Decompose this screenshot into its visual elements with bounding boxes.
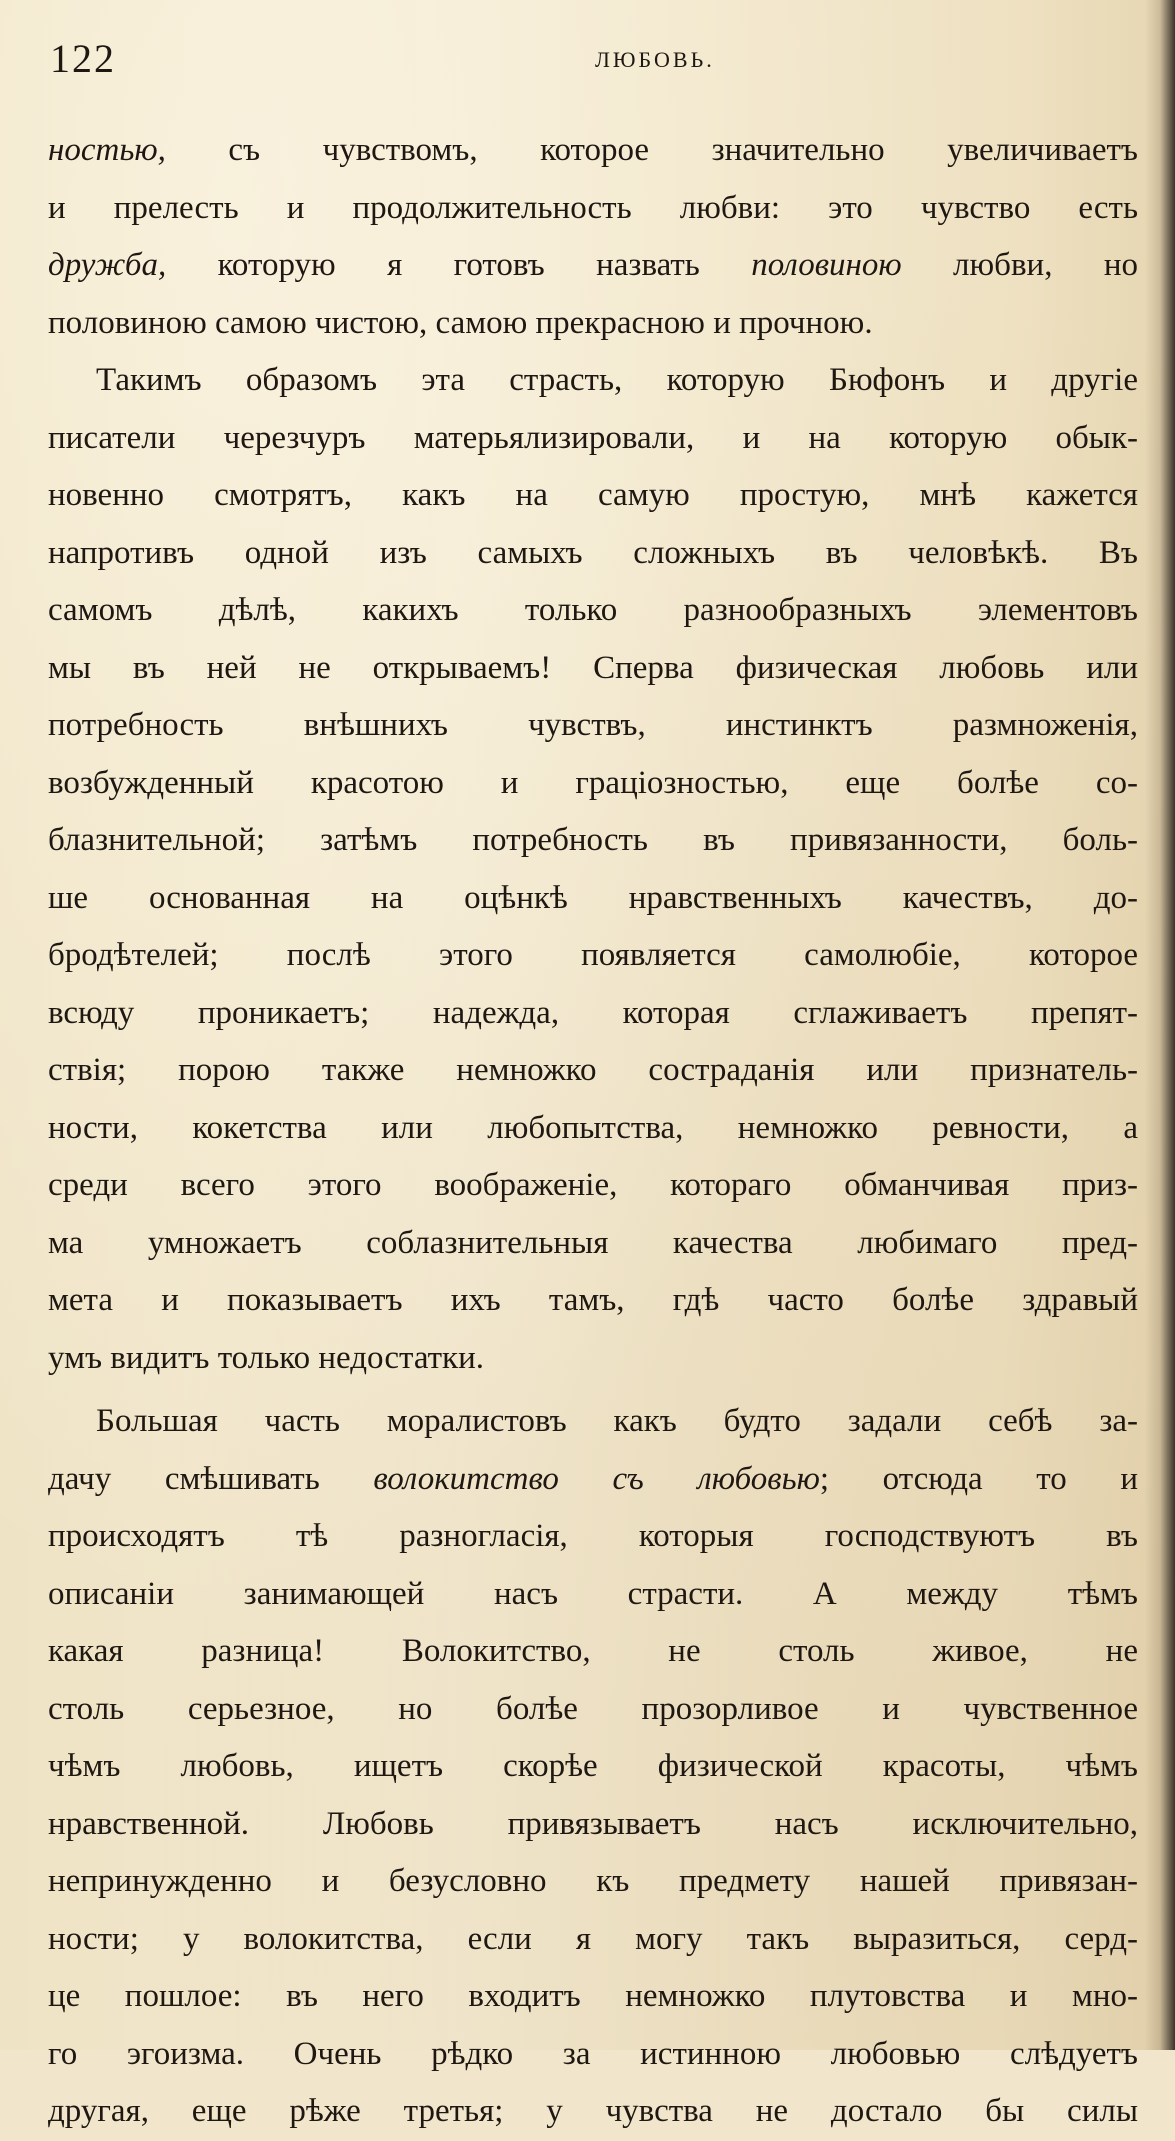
text-line: новенно смотрятъ, какъ на самую простую, мнѣ кажется — [48, 477, 1138, 513]
text-line: ности; у волокитства, если я могу такъ выразиться, серд- — [48, 1920, 1138, 1957]
text-line: всюду проникаетъ; надежда, которая сглаживаетъ препят- — [48, 994, 1138, 1031]
italic-term: волокитство съ любовью — [373, 1460, 820, 1497]
text-line: нравственной. Любовь привязываетъ насъ исключительно, — [48, 1805, 1138, 1842]
text-line: Большая часть моралистовъ какъ будто задали себѣ за- — [96, 1403, 1138, 1439]
page-number: 122 — [50, 36, 116, 81]
text-line: Такимъ образомъ эта страсть, которую Бюфонъ и другіе — [96, 362, 1138, 398]
text-line: и прелесть и продолжительность любви: это чувство есть — [48, 189, 1138, 226]
text-line: какая разница! Волокитство, не столь живое, не — [48, 1633, 1138, 1669]
text-line: потребность внѣшнихъ чувствъ, инстинктъ размноженія, — [48, 707, 1138, 743]
text-line: среди всего этого воображеніе, котораго обманчивая приз- — [48, 1167, 1138, 1203]
body-text — [48, 122, 1138, 2141]
text-line: ше основанная на оцѣнкѣ нравственныхъ качествъ, до- — [48, 879, 1138, 916]
italic-term: дружба, — [48, 247, 167, 283]
text-line: напротивъ одной изъ самыхъ сложныхъ въ человѣкѣ. Въ — [48, 534, 1138, 571]
text-line: ма умножаетъ соблазнительныя качества любимаго пред- — [48, 1224, 1138, 1261]
italic-term: ностью, — [48, 132, 166, 168]
text-line: непринужденно и безусловно къ предмету нашей привязан- — [48, 1863, 1138, 1899]
text-line: самомъ дѣлѣ, какихъ только разнообразныхъ элементовъ — [48, 592, 1138, 628]
text-line: мета и показываетъ ихъ тамъ, гдѣ часто болѣе здравый — [48, 1282, 1138, 1318]
text-line: умъ видитъ только недостатки. — [48, 1339, 484, 1376]
text-line: це пошлое: въ него входитъ немножко плутовства и мно- — [48, 1978, 1138, 2014]
text-line: ности, кокетства или любопытства, немножко ревности, а — [48, 1109, 1138, 1146]
text-line: другая, еще рѣже третья; у чувства не достало бы силы — [48, 2093, 1138, 2129]
text-line: дачу смѣшивать волокитство съ любовью; отсюда то и — [48, 1460, 1138, 1497]
text-line: го эгоизма. Очень рѣдко за истинною любовью слѣдуетъ — [48, 2035, 1138, 2072]
text-line: происходятъ тѣ разногласія, которыя господствуютъ въ — [48, 1518, 1138, 1554]
text-line: писатели черезчуръ матерьялизировали, и на которую обык- — [48, 419, 1138, 456]
text-line: половиною самою чистою, самою прекрасною и прочною. — [48, 304, 873, 341]
running-title: ЛЮБОВЬ. — [595, 47, 715, 72]
text-line: столь серьезное, но болѣе прозорливое и чувственное — [48, 1690, 1138, 1727]
text-line: мы въ ней не открываемъ! Сперва физическая любовь или — [48, 649, 1138, 686]
text-line: дружба, которую я готовъ назвать половиною любви, но — [48, 247, 1138, 283]
text-line: блазнительной; затѣмъ потребность въ привязанности, боль- — [48, 822, 1138, 858]
running-head — [50, 35, 1135, 85]
text-line: описаніи занимающей насъ страсти. А между тѣмъ — [48, 1575, 1138, 1612]
text-line: бродѣтелей; послѣ этого появляется самолюбіе, которое — [48, 937, 1138, 973]
text-line: возбужденный красотою и граціозностью, еще болѣе со- — [48, 764, 1138, 801]
text-line: ностью, съ чувствомъ, которое значительно увеличиваетъ — [48, 132, 1138, 168]
page-edge-shadow — [1145, 0, 1175, 2050]
text-line: чѣмъ любовь, ищетъ скорѣе физической красоты, чѣмъ — [48, 1748, 1138, 1784]
text-line: ствія; порою также немножко состраданія или признатель- — [48, 1052, 1138, 1088]
italic-term: половиною — [751, 247, 902, 283]
